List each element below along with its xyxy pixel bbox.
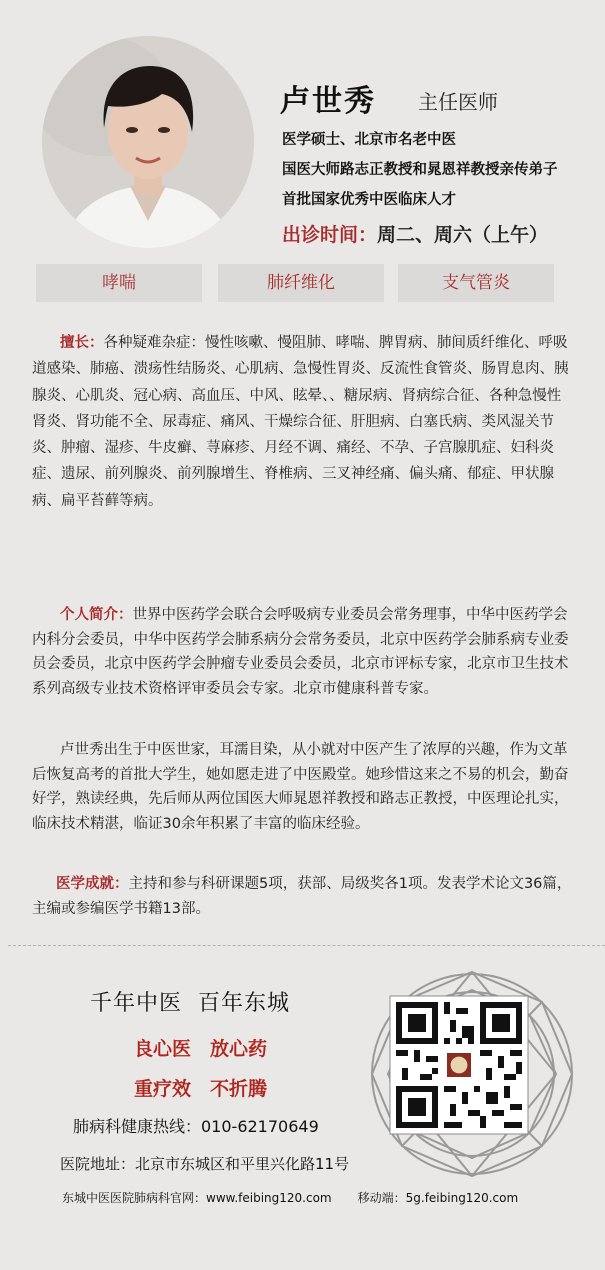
specialty-label: 擅长：: [60, 335, 104, 351]
doctor-name: 卢世秀: [280, 84, 376, 119]
section-divider: [8, 945, 605, 946]
doctor-portrait-icon: [42, 36, 254, 248]
tag-asthma: 哮喘: [36, 264, 202, 302]
mobile-website[interactable]: 移动端：5g.feibing120.com: [357, 1191, 519, 1205]
qr-code-frame: [360, 962, 585, 1187]
footer-links: [62, 1189, 518, 1206]
tag-bronchitis: 支气管炎: [398, 264, 554, 302]
intro-label: 个人简介：: [60, 607, 133, 623]
doctor-avatar: [42, 36, 254, 248]
intro-text: 世界中医药学会联合会呼吸病专业委员会常务理事，中华中医药学会内科分会委员，中华中医药学会肺系病分会常务委员，北京中医药学会肺系病专业委员会委员，北京中医药学会肿瘤专业委员会委员，北京市评标专家，北京市卫生技术系列高级专业技术资格评审委员会专家。北京市健康科普专家。: [32, 607, 569, 697]
doctor-title: 主任医师: [418, 90, 498, 114]
hospital-address: 医院地址：北京市东城区和平里兴化路11号: [60, 1155, 350, 1173]
slogan: [90, 986, 290, 1017]
clinic-hours-value: 周二、周六（上午）: [377, 224, 549, 246]
credential-line: 医学硕士、北京市名老中医: [282, 132, 456, 148]
hotline: 肺病科健康热线：010-62170649: [73, 1117, 319, 1136]
doctor-header: [0, 0, 605, 320]
intro-paragraph: [32, 603, 572, 701]
official-website[interactable]: 东城中医医院肺病科官网：www.feibing120.com: [62, 1191, 332, 1205]
red-slogan-1: 良心医 放心药: [134, 1038, 268, 1060]
specialty-text: 各种疑难杂症：慢性咳嗽、慢阻肺、哮喘、脾胃病、肺间质纤维化、呼吸道感染、肺癌、溃疡性结肠炎、心肌病、急慢性胃炎、反流性食管炎、肠胃息肉、胰腺炎、心肌炎、冠心病、高血压、中风、眩晕、、糖尿病、肾病综合征、各种急慢性肾炎、肾功能不全、尿毒症、痛风、干燥综合征、肝胆病、白塞氏病、类风湿关节炎、肿瘤、湿疹、牛皮癣、荨麻疹、月经不调、痛经、不孕、子宫腺肌症、妇科炎症、遗尿、前列腺炎、前列腺增生、脊椎病、三叉神经痛、偏头痛、郁症、甲状腺病、扁平苔藓等病。: [32, 335, 569, 509]
slogan-part-1: 千年中医: [90, 991, 183, 1016]
story-paragraph: [32, 738, 572, 836]
slogan-part-2: 百年东城: [198, 991, 291, 1016]
achievement-label: 医学成就：: [56, 876, 129, 892]
story-text: 卢世秀出生于中医世家，耳濡目染，从小就对中医产生了浓厚的兴趣，作为文革后恢复高考的首批大学生，她如愿走进了中医殿堂。她珍惜这来之不易的机会，勤奋好学，熟读经典，先后师从两位国医大师晁恩祥教授和路志正教授，中医理论扎实，临床技术精湛，临证30余年积累了丰富的临床经验。: [32, 742, 569, 832]
clinic-hours-label: 出诊时间：: [282, 224, 378, 246]
qr-code-icon[interactable]: [396, 1002, 522, 1128]
clinic-hours: [282, 220, 548, 247]
specialty-paragraph: [32, 330, 572, 514]
credential-line: 首批国家优秀中医临床人才: [282, 192, 456, 208]
tag-pulmonary-fibrosis: 肺纤维化: [218, 264, 384, 302]
credential-line: 国医大师路志正教授和晁恩祥教授亲传弟子: [282, 162, 558, 178]
achievement-paragraph: [32, 872, 572, 921]
achievement-text: 主持和参与科研课题5项，获部、局级奖各1项。发表学术论文36篇，主编或参编医学书籍13部。: [32, 876, 572, 917]
red-slogan-2: 重疗效 不折腾: [134, 1078, 268, 1100]
